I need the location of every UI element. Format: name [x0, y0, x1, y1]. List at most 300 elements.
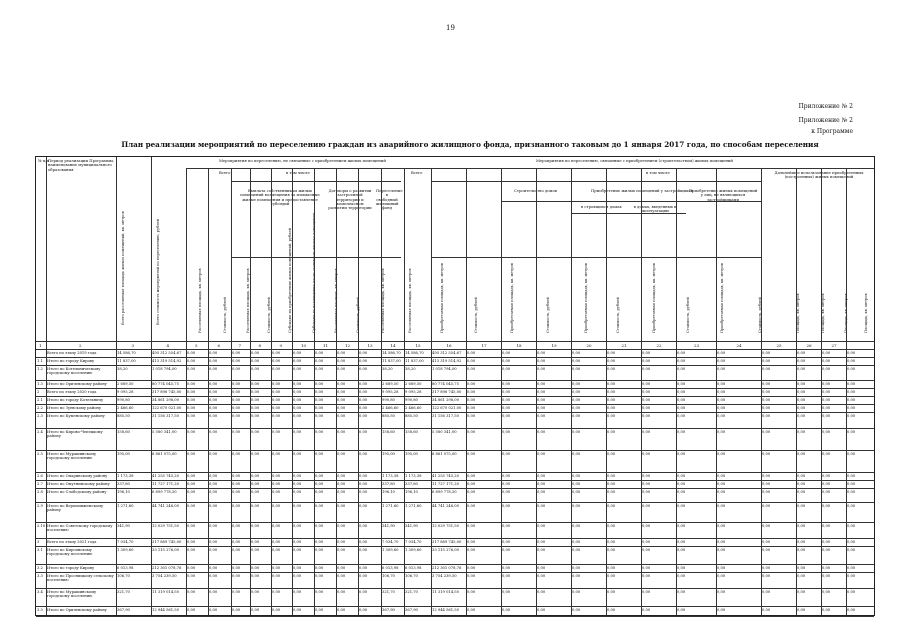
row-number: 2.3	[37, 414, 43, 418]
row-value: 0,00	[847, 566, 856, 570]
row-value: 0,00	[572, 398, 581, 402]
row-value: 0,00	[762, 482, 771, 486]
row-value: 0,00	[337, 482, 346, 486]
row-value: 0,00	[607, 367, 616, 371]
row-value: 0,00	[572, 590, 581, 594]
row-value: 0,00	[467, 490, 476, 494]
row-value: 0,00	[762, 359, 771, 363]
row-value: 3 754 239,50	[432, 574, 457, 578]
row-value: 0,00	[607, 608, 616, 612]
row-value: 0,00	[822, 490, 831, 494]
row-value: 0,00	[315, 548, 324, 552]
row-value: 0,00	[187, 504, 196, 508]
row-value: 0,00	[187, 406, 196, 410]
row-value: 0,00	[822, 474, 831, 478]
row-value: 0,00	[209, 540, 218, 544]
row-value: 0,00	[293, 490, 302, 494]
row-value: 5 580 341,00	[432, 430, 457, 434]
row-number: 2.4	[37, 430, 43, 434]
row-value: 0,00	[272, 608, 281, 612]
row-value: 0,00	[209, 590, 218, 594]
row-value: 0,00	[642, 490, 651, 494]
row-value: 0,00	[502, 367, 511, 371]
row-value: 0,00	[677, 504, 686, 508]
row-area: 6 013,98	[117, 566, 134, 570]
row-name: Всего по этапу 2019 года	[47, 351, 97, 355]
row-value: 0,00	[572, 548, 581, 552]
row-value: 0,00	[607, 359, 616, 363]
row-value: 0,00	[251, 382, 260, 386]
row-value: 0,00	[717, 504, 726, 508]
row-value: 0,00	[315, 390, 324, 394]
row-value: 0,00	[359, 482, 368, 486]
header-v-area-2: Расселяемая площадь, кв. метров	[246, 268, 250, 333]
row-value: 0,00	[797, 474, 806, 478]
row-value: 0,00	[797, 452, 806, 456]
row-value: 0,00	[717, 406, 726, 410]
row-value: 0,00	[187, 540, 196, 544]
row-value: 0,00	[572, 608, 581, 612]
column-number: 23	[694, 343, 700, 348]
row-area: 1 173,38	[117, 474, 134, 478]
row-value: 0,00	[272, 490, 281, 494]
row-value: 12 029 751,50	[432, 524, 459, 528]
row-value: 0,00	[251, 474, 260, 478]
row-area: 367,90	[117, 608, 130, 612]
row-cost: 122 670 021,00	[152, 406, 182, 410]
row-cost: 34 861 298,00	[152, 398, 179, 402]
row-value: 0,00	[537, 524, 546, 528]
table-row	[36, 389, 874, 397]
row-value: 0,00	[359, 504, 368, 508]
row-value: 0,00	[847, 398, 856, 402]
row-cost: 44 741 246,00	[152, 504, 179, 508]
row-value: 0,00	[187, 474, 196, 478]
header-v-acq-area-5: Приобретаемая площадь, кв. метров	[720, 263, 724, 333]
row-cost: 41 255 745,20	[152, 474, 179, 478]
row-value: 0,00	[293, 398, 302, 402]
header-v-cost-4: Стоимость, рублей	[474, 297, 478, 333]
row-value: 0,00	[359, 430, 368, 434]
table-row	[36, 350, 874, 358]
row-value: 0,00	[209, 482, 218, 486]
row-value: 12 944 561,50	[432, 608, 459, 612]
table-row	[36, 413, 874, 429]
row-value: 0,00	[187, 367, 196, 371]
row-value: 0,00	[847, 490, 856, 494]
row-value: 0,00	[359, 398, 368, 402]
row-cost: 5 580 341,00	[152, 430, 177, 434]
row-value: 1 271,60	[405, 504, 422, 508]
row-value: 0,00	[209, 548, 218, 552]
row-value: 0,00	[822, 382, 831, 386]
row-value: 196,10	[405, 490, 418, 494]
row-value: 0,00	[502, 482, 511, 486]
row-name: Итого по Зуевскому району	[47, 406, 102, 410]
row-value: 0,00	[209, 474, 218, 478]
row-value: 0,00	[822, 351, 831, 355]
row-value: 0,00	[607, 351, 616, 355]
row-value: 0,00	[272, 390, 281, 394]
row-value: 0,00	[642, 540, 651, 544]
row-value: 0,00	[717, 482, 726, 486]
row-area: 11 837,00	[117, 359, 136, 363]
row-value: 0,00	[315, 414, 324, 418]
row-value: 2 689,50	[382, 382, 399, 386]
row-value: 0,00	[847, 608, 856, 612]
row-value: 38,20	[382, 367, 393, 371]
row-value: 0,00	[209, 504, 218, 508]
row-value: 0,00	[187, 398, 196, 402]
header-vtomchisle-b: в том числе	[646, 170, 670, 175]
row-value: 0,00	[272, 504, 281, 508]
row-value: 0,00	[822, 390, 831, 394]
row-value: 0,00	[572, 540, 581, 544]
column-number: 9	[279, 343, 283, 348]
row-value: 0,00	[822, 574, 831, 578]
column-number: 7	[238, 343, 242, 348]
row-value: 0,00	[677, 524, 686, 528]
row-value: 0,00	[467, 452, 476, 456]
row-value: 0,00	[251, 482, 260, 486]
row-number: 2.1	[37, 398, 43, 402]
header-cost: Всего стоимость мероприятий по переселению, рублей	[156, 218, 160, 325]
row-value: 0,00	[315, 359, 324, 363]
row-value: 0,00	[359, 490, 368, 494]
row-value: 341,90	[405, 524, 418, 528]
row-value: 0,00	[677, 351, 686, 355]
header-v-acq-area-1: Приобретаемая площадь, кв. метров	[440, 263, 444, 333]
header-resettle: Переселение в свободный жилищный фонд	[376, 188, 403, 211]
row-value: 990,80	[382, 398, 395, 402]
row-value: 0,00	[315, 482, 324, 486]
row-value: 0,00	[359, 359, 368, 363]
row-value: 0,00	[847, 414, 856, 418]
row-value: 0,00	[537, 482, 546, 486]
table-row	[36, 429, 874, 451]
row-name: Итого по Мурашинскому городскому поселению	[47, 590, 97, 598]
row-area: 38,20	[117, 367, 128, 371]
row-value: 0,00	[847, 482, 856, 486]
row-value: 0,00	[537, 474, 546, 478]
row-value: 0,00	[677, 474, 686, 478]
row-value: 0,00	[293, 574, 302, 578]
header-vsego-a: Всего	[219, 170, 231, 175]
row-value: 0,00	[187, 608, 196, 612]
row-value: 0,00	[315, 430, 324, 434]
row-value: 0,00	[209, 430, 218, 434]
row-value: 0,00	[572, 414, 581, 418]
row-value: 0,00	[232, 474, 241, 478]
row-value: 0,00	[822, 590, 831, 594]
column-number: 11	[323, 343, 329, 348]
header-v-use4: Площадь, кв. метров	[864, 293, 868, 333]
row-value: 0,00	[293, 504, 302, 508]
row-value: 0,00	[572, 574, 581, 578]
row-value: 0,00	[537, 398, 546, 402]
row-value: 0,00	[187, 390, 196, 394]
row-number: 2.10	[37, 524, 46, 528]
row-number: 2.5	[37, 452, 43, 456]
appendix-caption-3: к Программе	[811, 128, 853, 135]
row-value: 41 255 745,20	[432, 474, 459, 478]
row-value: 0,00	[537, 351, 546, 355]
row-value: 0,00	[847, 406, 856, 410]
row-value: 0,00	[272, 367, 281, 371]
row-value: 0,00	[537, 490, 546, 494]
row-value: 0,00	[251, 504, 260, 508]
row-value: 0,00	[607, 566, 616, 570]
row-value: 0,00	[337, 452, 346, 456]
row-value: 0,00	[502, 474, 511, 478]
row-area: 106,70	[117, 574, 130, 578]
row-value: 0,00	[502, 398, 511, 402]
row-value: 0,00	[502, 490, 511, 494]
row-cost: 3 754 239,50	[152, 574, 177, 578]
row-value: 0,00	[232, 574, 241, 578]
row-value: 195,00	[382, 452, 395, 456]
row-value: 0,00	[762, 382, 771, 386]
row-value: 0,00	[847, 548, 856, 552]
row-value: 0,00	[467, 574, 476, 578]
row-value: 0,00	[642, 504, 651, 508]
row-value: 0,00	[467, 398, 476, 402]
table-row	[36, 547, 874, 565]
row-value: 0,00	[187, 414, 196, 418]
row-value: 0,00	[677, 406, 686, 410]
row-value: 0,00	[315, 540, 324, 544]
row-value: 0,00	[251, 548, 260, 552]
row-value: 0,00	[677, 382, 686, 386]
row-name: Итого по Куменскому району	[47, 414, 105, 418]
row-number: 2.7	[37, 482, 43, 486]
header-v-use2: Площадь, кв. метров	[821, 293, 825, 333]
row-value: 0,00	[359, 414, 368, 418]
row-area: 321,70	[117, 590, 130, 594]
row-value: 0,00	[232, 524, 241, 528]
row-value: 0,00	[232, 490, 241, 494]
table-row	[36, 539, 874, 547]
row-value: 0,00	[232, 382, 241, 386]
row-cost: 11 319 014,50	[152, 590, 179, 594]
row-name: Итого по Оричевскому району	[47, 382, 107, 386]
row-value: 0,00	[272, 414, 281, 418]
row-value: 0,00	[251, 566, 260, 570]
row-value: 212 301 078,76	[432, 566, 462, 570]
row-value: 0,00	[337, 414, 346, 418]
header-v-area-3: Расселяемая площадь, кв. метров	[334, 268, 338, 333]
column-number: 19	[551, 343, 557, 348]
row-value: 0,00	[797, 359, 806, 363]
appendix-caption-2: Приложение № 2	[798, 117, 853, 124]
row-value: 0,00	[847, 540, 856, 544]
row-value: 0,00	[337, 430, 346, 434]
row-value: 0,00	[847, 351, 856, 355]
row-value: 0,00	[717, 359, 726, 363]
column-number: 25	[776, 343, 782, 348]
row-value: 0,00	[537, 608, 546, 612]
row-value: 337,80	[405, 482, 418, 486]
column-number: 24	[736, 343, 742, 348]
row-value: 0,00	[359, 540, 368, 544]
row-value: 0,00	[762, 524, 771, 528]
row-value: 0,00	[251, 608, 260, 612]
row-area: 885,50	[117, 414, 130, 418]
row-name: Итого по Кирово-Чепецкому району	[47, 430, 103, 438]
row-value: 0,00	[762, 452, 771, 456]
table-row	[36, 607, 874, 617]
row-value: 0,00	[607, 414, 616, 418]
row-value: 337,80	[382, 482, 395, 486]
row-value: 0,00	[762, 490, 771, 494]
row-value: 0,00	[677, 452, 686, 456]
row-value: 14 586,70	[382, 351, 401, 355]
row-cost: 317 889 745,00	[152, 540, 182, 544]
row-value: 0,00	[337, 406, 346, 410]
row-value: 0,00	[251, 524, 260, 528]
row-value: 0,00	[272, 524, 281, 528]
row-value: 367,90	[405, 608, 418, 612]
row-value: 0,00	[502, 524, 511, 528]
row-value: 0,00	[537, 590, 546, 594]
row-value: 0,00	[537, 390, 546, 394]
row-value: 0,00	[572, 490, 581, 494]
header-name: Период реализации Программы, наименование муниципального образования	[48, 158, 115, 172]
row-name: Всего по этапу 2020 года	[47, 390, 97, 394]
row-value: 0,00	[642, 590, 651, 594]
row-value: 0,00	[677, 367, 686, 371]
column-number: 8	[258, 343, 262, 348]
row-value: 0,00	[822, 548, 831, 552]
row-value: 0,00	[272, 359, 281, 363]
row-value: 0,00	[607, 452, 616, 456]
row-value: 0,00	[677, 574, 686, 578]
row-value: 0,00	[797, 490, 806, 494]
row-value: 0,00	[822, 430, 831, 434]
row-value: 0,00	[717, 474, 726, 478]
row-value: 0,00	[642, 608, 651, 612]
row-value: 0,00	[337, 382, 346, 386]
row-value: 0,00	[315, 574, 324, 578]
row-value: 6 013,98	[382, 566, 399, 570]
row-value: 0,00	[797, 608, 806, 612]
row-cost: 1 018 794,00	[152, 367, 177, 371]
row-value: 0,00	[502, 382, 511, 386]
row-value: 0,00	[572, 390, 581, 394]
row-value: 0,00	[315, 452, 324, 456]
row-number: 3.3	[37, 574, 43, 578]
row-value: 0,00	[467, 482, 476, 486]
row-value: 158,60	[405, 430, 418, 434]
row-value: 0,00	[293, 566, 302, 570]
row-value: 0,00	[337, 367, 346, 371]
row-value: 0,00	[717, 566, 726, 570]
row-value: 0,00	[272, 430, 281, 434]
row-value: 0,00	[187, 382, 196, 386]
row-value: 0,00	[797, 504, 806, 508]
row-value: 0,00	[209, 351, 218, 355]
row-value: 0,00	[797, 406, 806, 410]
row-value: 0,00	[209, 359, 218, 363]
row-value: 0,00	[232, 452, 241, 456]
row-value: 0,00	[677, 398, 686, 402]
row-value: 0,00	[337, 390, 346, 394]
row-value: 106,70	[382, 574, 395, 578]
row-value: 0,00	[537, 452, 546, 456]
row-value: 0,00	[502, 574, 511, 578]
row-value: 0,00	[822, 608, 831, 612]
row-value: 367,90	[382, 608, 395, 612]
row-value: 0,00	[797, 398, 806, 402]
row-value: 0,00	[209, 390, 218, 394]
header-v-subsidy2: Субсидия на возмещение части стоимости жилого помещения	[312, 212, 316, 333]
row-area: 2 689,50	[117, 382, 134, 386]
row-cost: 33 115 276,00	[152, 548, 179, 552]
row-value: 0,00	[315, 608, 324, 612]
row-value: 7 034,70	[382, 540, 399, 544]
row-value: 0,00	[293, 608, 302, 612]
row-value: 0,00	[642, 382, 651, 386]
table-row	[36, 481, 874, 489]
table-row	[36, 573, 874, 589]
row-value: 0,00	[847, 390, 856, 394]
row-value: 0,00	[359, 524, 368, 528]
row-value: 0,00	[822, 406, 831, 410]
row-cost: 317 898 745,00	[152, 390, 182, 394]
row-value: 0,00	[762, 474, 771, 478]
row-value: 0,00	[251, 351, 260, 355]
row-cost: 6 899 778,50	[152, 490, 177, 494]
row-name: Итого по городу Котельничу	[47, 398, 104, 402]
row-value: 0,00	[572, 430, 581, 434]
row-value: 0,00	[607, 490, 616, 494]
row-value: 0,00	[502, 351, 511, 355]
row-value: 0,00	[717, 382, 726, 386]
row-name: Всего по этапу 2021 года	[47, 540, 97, 544]
row-name: Итого по Мурашинскому городскому поселению	[47, 452, 97, 460]
row-value: 0,00	[272, 406, 281, 410]
resettlement-plan-table	[35, 156, 875, 616]
row-value: 0,00	[293, 367, 302, 371]
row-value: 0,00	[762, 590, 771, 594]
row-cost: 212 301 078,76	[152, 566, 182, 570]
row-value: 0,00	[717, 548, 726, 552]
row-value: 0,00	[272, 452, 281, 456]
row-value: 341,90	[382, 524, 395, 528]
row-value: 0,00	[467, 382, 476, 386]
column-number: 21	[621, 343, 627, 348]
row-value: 317 898 745,00	[432, 390, 462, 394]
row-value: 0,00	[717, 574, 726, 578]
row-value: 0,00	[209, 566, 218, 570]
row-value: 0,00	[502, 540, 511, 544]
column-number: 27	[831, 343, 837, 348]
row-value: 0,00	[232, 608, 241, 612]
row-value: 0,00	[467, 548, 476, 552]
row-value: 11 319 014,50	[432, 590, 459, 594]
row-value: 7 034,70	[405, 540, 422, 544]
row-value: 0,00	[272, 548, 281, 552]
row-value: 0,00	[502, 359, 511, 363]
row-value: 0,00	[251, 414, 260, 418]
row-value: 0,00	[337, 504, 346, 508]
row-value: 0,00	[607, 382, 616, 386]
row-value: 0,00	[359, 351, 368, 355]
row-value: 0,00	[762, 540, 771, 544]
row-value: 0,00	[537, 566, 546, 570]
row-name: Итого по Котельническому городскому поселению	[47, 367, 101, 375]
row-value: 0,00	[847, 474, 856, 478]
